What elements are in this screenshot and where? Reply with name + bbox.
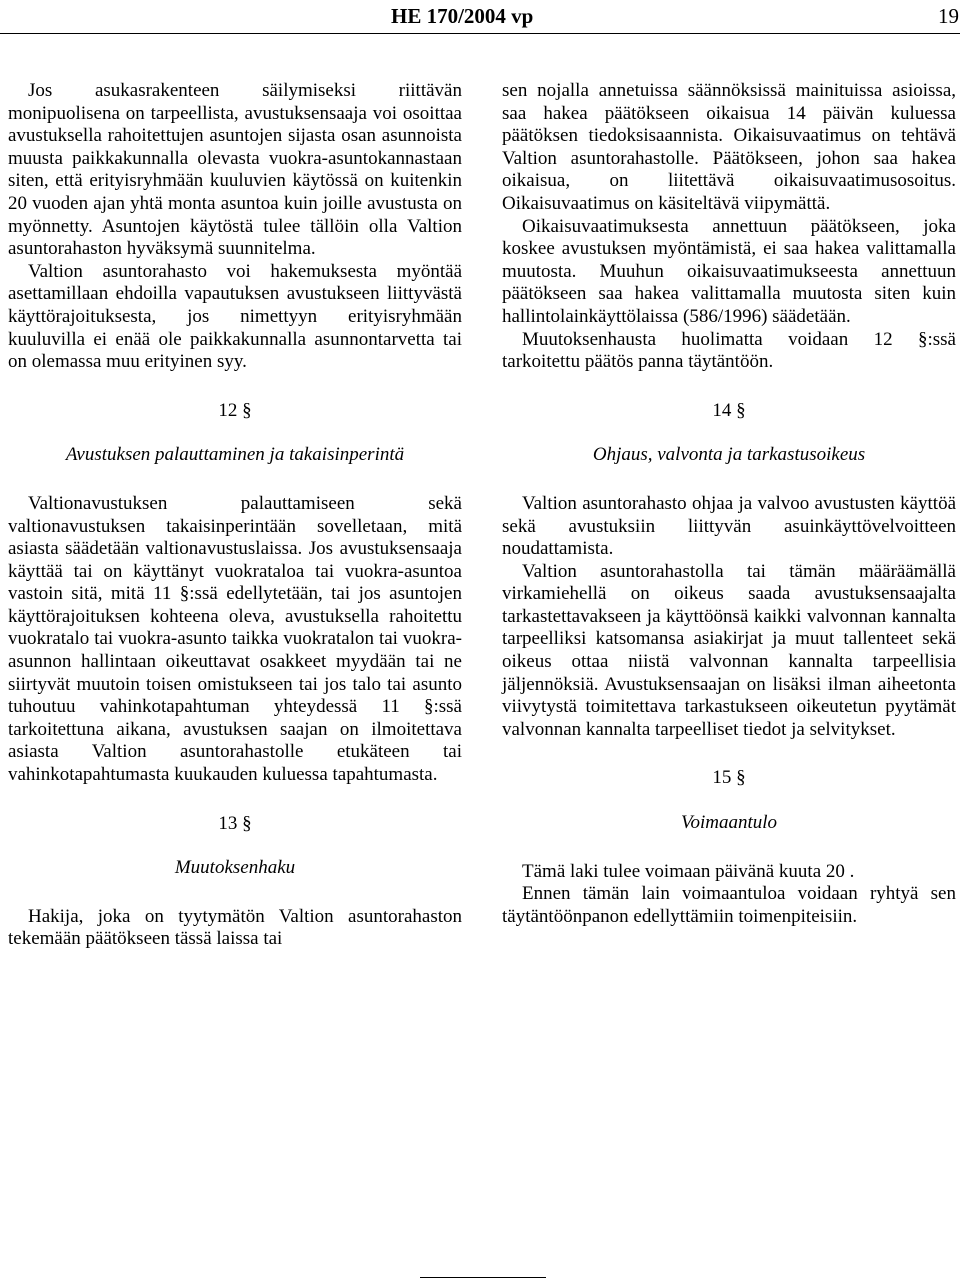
header-rule (0, 33, 960, 34)
section-title-14: Ohjaus, valvonta ja tarkastusoikeus (592, 444, 866, 466)
section-title-13: Muutoksenhaku (174, 857, 296, 879)
page-header (0, 0, 960, 30)
paragraph: Ennen tämän lain voimaantuloa voidaan ryhtyä sen täytäntöönpanon edellyttämiin toimenpiteisiin. (502, 883, 956, 927)
right-column (502, 80, 956, 928)
section-number-13: 13 § (218, 812, 252, 834)
document-id: HE 170/2004 vp (391, 4, 534, 28)
paragraph: Valtionavustuksen palauttamiseen sekä valtionavustuksen takaisinperintään sovelletaan, mitä asiasta säädetään valtionavustuslaissa. Jos avustuksensaaja käyttää tai on käyttänyt vuokrataloa tai vuokra-asuntoa vastoin sitä, mitä 11 §:ssä edellytetään, tai jos asuntojen käyttörajoituksen kohteena oleva, avustuksella rahoitettu vuokratalo tai vuokra-asunto taikka vuokratalon tai vuokra-asunnon hallintaan oikeuttavat osakkeet myydään tai ne siirtyvät muutoin toisen omistukseen tai jos talo tai asunto tuhoutuu vahinkotapahtuman yhteydessä 11 §:ssä tarkoitettuna aikana, avustuksen saajan on ilmoitettava asiasta Valtion asuntorahastolle etukäteen tai vahinkotapahtumasta kuukauden kuluessa tapahtumasta. (8, 492, 462, 786)
paragraph: sen nojalla annetuissa säännöksissä mainituissa asioissa, saa hakea päätökseen oikaisua 14 päivän kuluessa päätöksen tiedoksisaannista. Oikaisuvaatimus on tehtävä Valtion asuntorahastolle. Päätökseen, johon saa hakea oikaisua, on liitettävä oikaisuvaatimusosoitus. Oikaisuvaatimus on käsiteltävä viipymättä. (502, 80, 956, 214)
section-title-15: Voimaantulo (680, 812, 778, 834)
paragraph: Valtion asuntorahastolla tai tämän määräämällä virkamiehellä on oikeus saada avustuksensaajalta tarkastettavakseen ja käyttöönsä kaikki valvonnan kannalta tarpeelliksi katsomansa asiakirjat ja muut tallenteet sekä oikeus ottaa niistä valvonnan kannalta tarpeellisia jäljennöksiä. Avustuksensaajan on lisäksi ilman aiheetonta viivytystä toimitettava tarkastukseen oikeutetun pyytämät valvonnan kannalta tarpeelliset tiedot ja selvitykset. (502, 560, 956, 740)
paragraph: Muutoksenhausta huolimatta voidaan 12 §:ssä tarkoitettu päätös panna täytäntöön. (502, 328, 956, 373)
paragraph: Valtion asuntorahasto ohjaa ja valvoo avustusten käyttöä sekä avustuksiin liittyvän asuinkäyttövelvoitteen noudattamista. (502, 492, 956, 560)
paragraph: Jos asukasrakenteen säilymiseksi riittävän monipuolisena on tarpeellista, avustuksensaaja voi osoittaa avustuksella rahoitettujen asuntojen sijasta osan asunnoista muusta paikkakunnalla olevasta vuokra-asuntokannastaan siten, että erityisryhmään kuuluvien käytössä on kuitenkin 20 vuoden ajan yhtä monta asuntoa kuin joille avustusta on myönnetty. Asuntojen käytöstä tulee tällöin olla Valtion asuntorahaston hyväksymä suunnitelma. (8, 80, 462, 260)
section-number-14: 14 § (712, 399, 746, 421)
section-number-12: 12 § (218, 399, 252, 421)
section-number-15: 15 § (712, 767, 746, 789)
paragraph: Valtion asuntorahasto voi hakemuksesta myöntää asettamillaan ehdoilla vapautuksen avustukseen liittyvästä käyttörajoituksesta, jos nimettyyn erityisryhmään kuuluvilla ei enää ole paikkakunnalla asunnontarvetta tai on olemassa muu erityinen syy. (8, 260, 462, 373)
section-title-12: Avustuksen palauttaminen ja takaisinperintä (65, 444, 405, 466)
paragraph: Hakija, joka on tyytymätön Valtion asuntorahaston tekemään päätökseen tässä laissa tai (8, 905, 462, 950)
left-column (8, 80, 462, 951)
paragraph: Oikaisuvaatimuksesta annettuun päätökseen, joka koskee avustuksen myöntämistä, ei saa hakea valittamalla muutosta. Muuhun oikaisuvaatimukseesta annettuun päätökseen saa hakea valittamalla muutosta siten kuin hallintolainkäyttölaissa (586/1996) säädetään. (502, 215, 956, 327)
paragraph: Tämä laki tulee voimaan päivänä kuuta 20 . (522, 860, 855, 882)
footer-rule (420, 1277, 546, 1278)
page-number: 19 (938, 4, 959, 28)
